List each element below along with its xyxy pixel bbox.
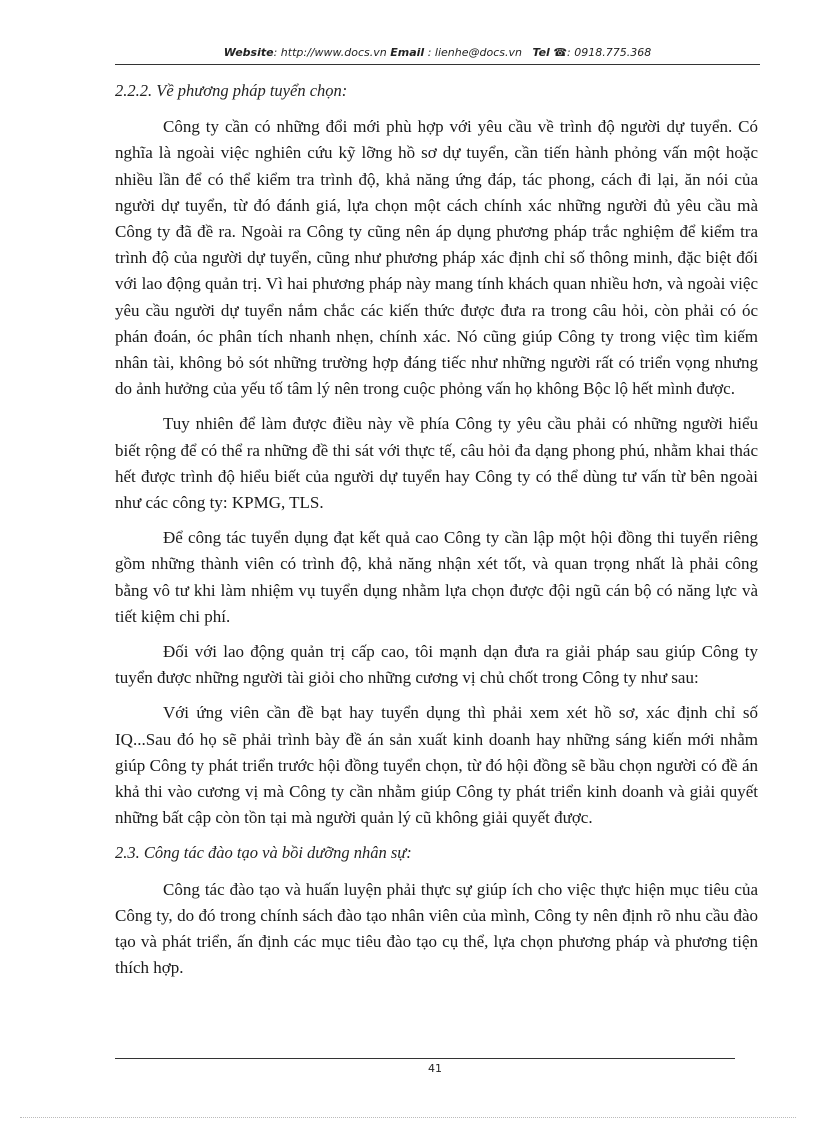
footer-rule	[115, 1058, 735, 1059]
section-heading: 2.2.2. Về phương pháp tuyển chọn:	[115, 81, 348, 100]
page-edge-divider	[20, 1117, 796, 1118]
tel-value: : 0918.775.368	[567, 46, 652, 59]
page-header	[115, 46, 760, 59]
page-content	[115, 78, 758, 991]
paragraph: Công tác đào tạo và huấn luyện phải thực sự giúp ích cho việc thực hiện mục tiêu của Công ty, do đó trong chính sách đào tạo nhân viên của mình, Công ty nên định rõ nhu cầu đào tạo và phát triển, ấn định các mục tiêu đào tạo cụ thể, lựa chọn phương pháp và phương tiện thích hợp.	[115, 879, 758, 978]
paragraph: Với ứng viên cần đề bạt hay tuyển dụng thì phải xem xét hồ sơ, xác định chỉ số IQ...Sau đó họ sẽ phải trình bày đề án sản xuất kinh doanh hay những sáng kiến mới nhằm giúp Công ty phát triển trước hội đồng tuyển chọn, từ đó hội đồng sẽ bầu chọn người có đề án khả thi vào cương vị mà Công ty cần nhằm giúp Công ty phát triển kinh doanh và giải quyết những bất cập còn tồn tại mà người quản lý cũ không giải quyết được.	[115, 703, 758, 828]
website-label: Website	[223, 46, 274, 59]
paragraph: Đối với lao động quản trị cấp cao, tôi mạnh dạn đưa ra giải pháp sau giúp Công ty tuyển được những người tài giỏi cho những cương vị chủ chốt trong Công ty như sau:	[115, 642, 758, 688]
paragraph: Tuy nhiên để làm được điều này về phía Công ty yêu cầu phải có những người hiểu biết rộng để có thể ra những đề thi sát với thực tế, câu hỏi đa dạng phong phú, nhằm khai thác hết được trình độ hiểu biết của người dự tuyển hay Công ty có thể dùng tư vấn từ bên ngoài như các công ty: KPMG, TLS.	[115, 414, 758, 513]
paragraph: Để công tác tuyển dụng đạt kết quả cao Công ty cần lập một hội đồng thi tuyển riêng gồm những thành viên có trình độ, khả năng nhận xét tốt, và quan trọng nhất là phải công bằng vô tư khi làm nhiệm vụ tuyển dụng nhằm lựa chọn được đội ngũ cán bộ có năng lực và tiết kiệm chi phí.	[115, 528, 758, 626]
email-value: : lienhe@docs.vn	[424, 46, 522, 59]
phone-icon: ☎	[553, 46, 568, 59]
paragraph: Công ty cần có những đổi mới phù hợp với yêu cầu về trình độ người dự tuyển. Có nghĩa là ngoài việc nghiên cứu kỹ lỡng hồ sơ dự tuyển, cần tiến hành phỏng vấn một hoặc nhiều lần để có thể kiểm tra trình độ, khả năng ứng đáp, tác phong, cách đi lại, ăn nói của người dự tuyển, từ đó đánh giá, lựa chọn một cách chính xác những người đủ yêu cầu mà Công ty đã đề ra. Ngoài ra Công ty cũng nên áp dụng phương pháp trắc nghiệm để kiểm tra trình độ của người dự tuyển, cũng như phương pháp xác định chỉ số thông minh, đặc biệt đối với lao động quản trị. Vì hai phương pháp này mang tính khách quan nhiều hơn, và ngoài việc yêu cầu người dự tuyển nắm chắc các kiến thức được đưa ra trong câu hỏi, còn phải có óc phán đoán, óc phân tích nhanh nhẹn, chính xác. Nó cũng giúp Công ty trong việc tìm kiếm nhân tài, không bỏ sót những trường hợp đáng tiếc như những người rất có triển vọng nhưng do ảnh hưởng của yếu tố tâm lý nên trong cuộc phỏng vấn họ không Bộc lộ hết mình được.	[115, 117, 758, 399]
tel-label: Tel	[532, 46, 550, 59]
email-label: Email	[390, 46, 425, 59]
header-rule	[115, 64, 760, 65]
website-value: : http://www.docs.vn	[273, 46, 387, 59]
page-number: 41	[428, 1062, 442, 1075]
section-heading: 2.3. Công tác đào tạo và bồi dưỡng nhân sự:	[115, 843, 412, 863]
